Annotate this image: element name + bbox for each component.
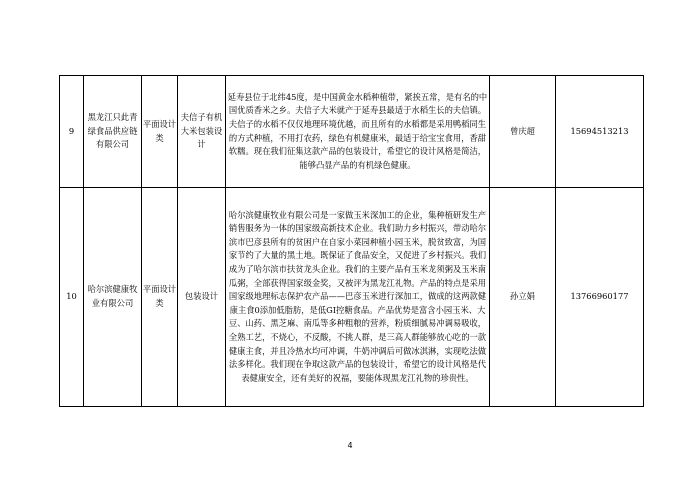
category-cell: 平面设计类 <box>142 188 178 407</box>
table-row <box>60 76 644 188</box>
contact-person: 孙立娟 <box>490 188 556 407</box>
row-index: 9 <box>60 76 84 188</box>
contact-person: 曾庆超 <box>490 76 556 188</box>
page-number: 4 <box>347 441 353 450</box>
project-name: 包装设计 <box>178 188 226 407</box>
table-row <box>60 188 644 407</box>
row-index: 10 <box>60 188 84 407</box>
project-description: 延寿县位于北纬45度，是中国黄金水稻种植带，紧挨五常，是有名的中国优质香米之乡。夫信子大米就产于延寿县最适于水稻生长的夫信镇。夫信子的水稻不仅仅地理环境优越，而且所有的水稻都是采用鸭稻同生的方式种植，不用打农药，绿色有机健康米，最适于给宝宝食用，香甜软糯。现在我们征集这款产品的包装设计，希望它的设计风格是简洁，能够凸显产品的有机绿色健康。 <box>226 76 490 188</box>
project-description: 哈尔滨健康牧业有限公司是一家做玉米深加工的企业，集种植研发生产销售服务为一体的国家级高新技术企业。我们助力乡村振兴，带动哈尔滨市巴彦县所有的贫困户在自家小菜园种植小园玉米，脱贫致富，为国家节约了大量的黑土地。既保证了食品安全，又促进了乡村振兴。我们成为了哈尔滨市扶贫龙头企业。我们的主要产品有玉米龙须粥及玉米南瓜粥，全部获得国家级金奖，又被评为黑龙江礼物。产品的特点是采用国家级地理标志保护农产品——巴彦玉米进行深加工，做成的这两款健康主食0添加低脂肪，是低GI控糖食品。产品优势是富含小园玉米、大豆、山药、黑芝麻、南瓜等多种粗粮的营养，粉质细腻易冲调易吸收，全熟工艺，不烧心，不反酸，不挑人群，是三高人群能够放心吃的一款健康主食，并且冷热水均可冲调，牛奶冲调后可做冰淇淋，实现吃法做法多样化。我们现在争取这款产品的包装设计，希望它的设计风格是代表健康安全，还有美好的祝福，要能体现黑龙江礼物的珍贵性。 <box>226 188 490 407</box>
company-name: 哈尔滨健康牧业有限公司 <box>84 188 142 407</box>
phone-number: 15694513213 <box>556 76 644 188</box>
project-table <box>59 75 644 407</box>
project-name: 夫信子有机大米包装设计 <box>178 76 226 188</box>
phone-number: 13766960177 <box>556 188 644 407</box>
category-cell: 平面设计类 <box>142 76 178 188</box>
company-name: 黑龙江只此青绿食品供应链有限公司 <box>84 76 142 188</box>
